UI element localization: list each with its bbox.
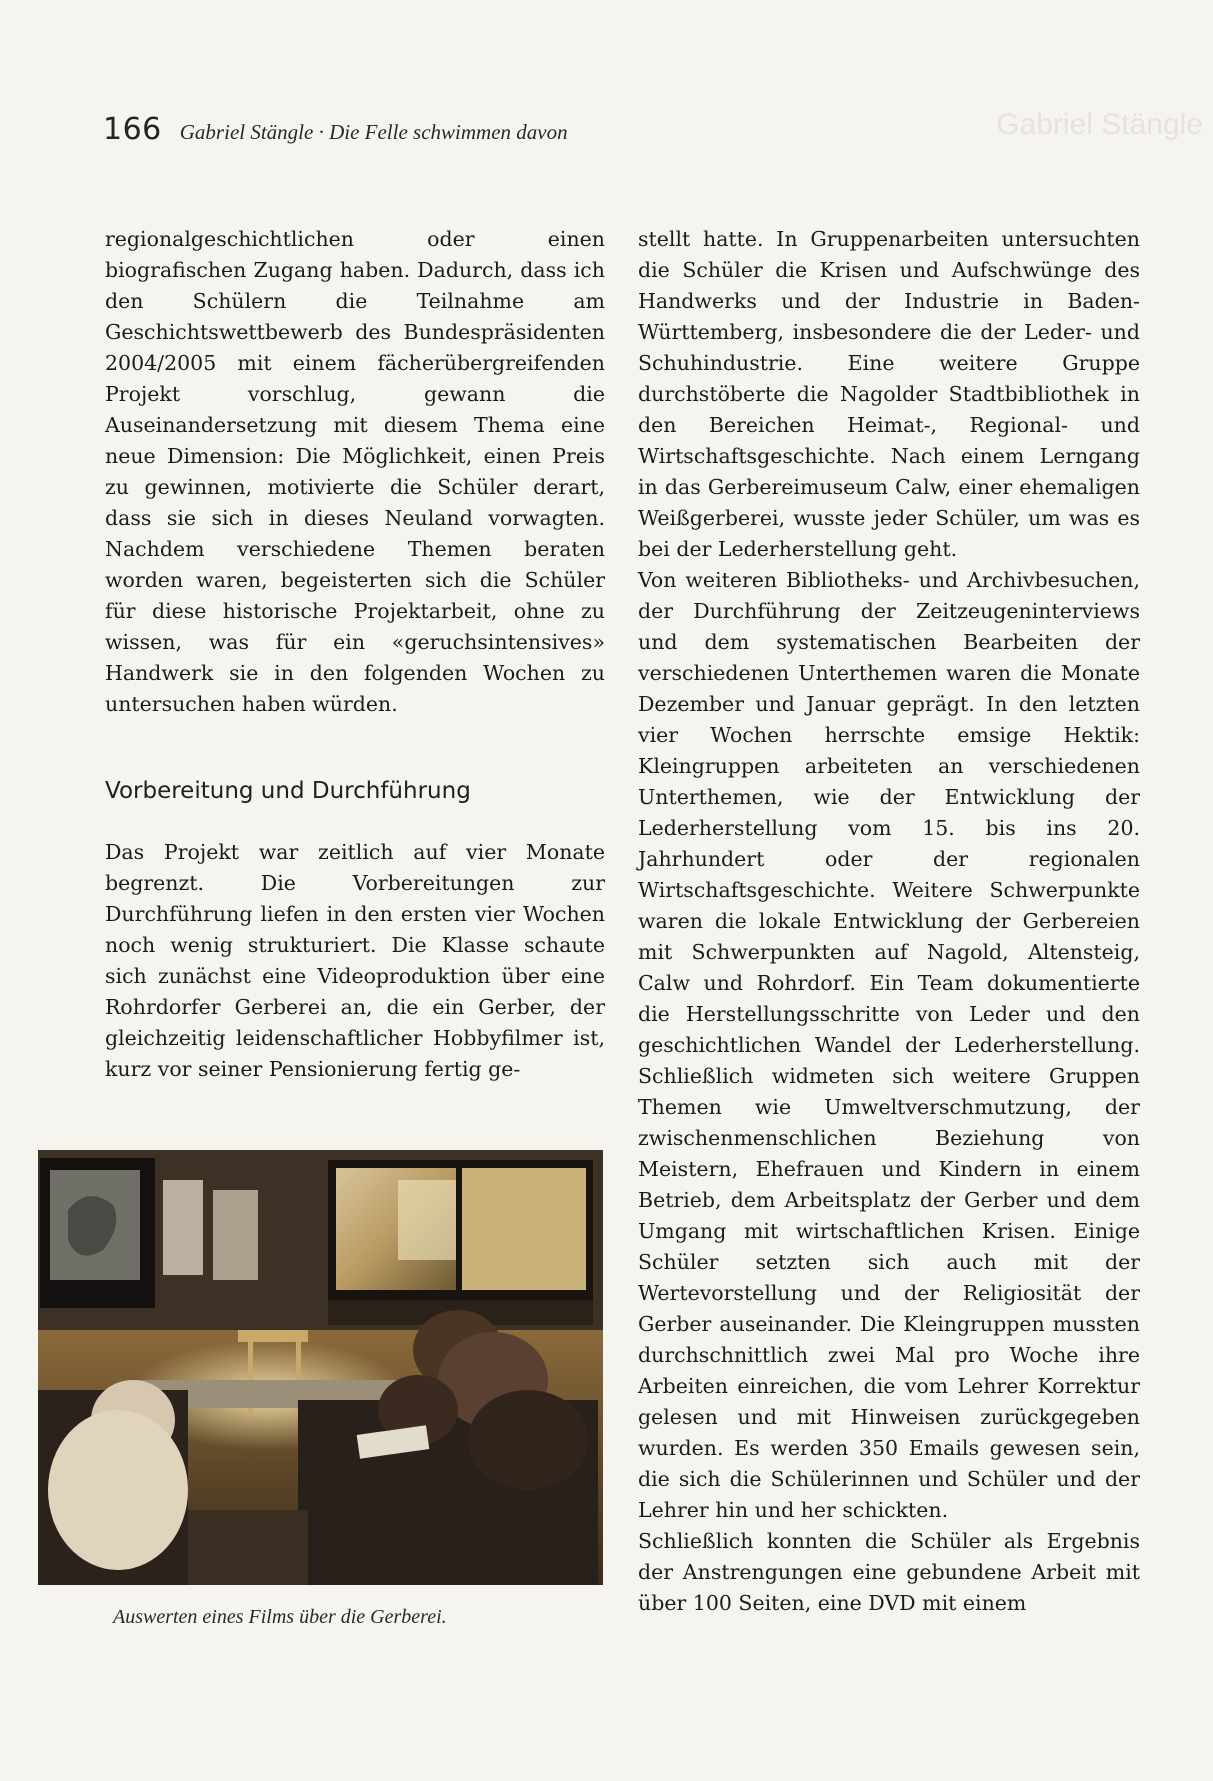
figure xyxy=(38,1150,603,1585)
left-paragraph-2: Das Projekt war zeitlich auf vier Monate begrenzt. Die Vorbereitungen zur Durchführung liefen in den ersten vier Wochen noch wenig strukturiert. Die Klasse schaute sich zunächst eine Videoproduktion über eine Rohrdorfer Gerberei an, die ein Gerber, der gleichzeitig leidenschaftlicher Hobbyfilmer ist, kurz vor seiner Pensionierung fertig ge- xyxy=(105,840,605,1081)
right-paragraph-2: Von weiteren Bibliotheks- und Archivbesuchen, der Durchführung der Zeitzeugeninterviews und dem systematischen Bearbeiten der verschiedenen Unterthemen waren die Monate Dezember und Januar geprägt. In den letzten vier Wochen herrschte emsige Hektik: Kleingruppen arbeiteten an verschiedenen Unterthemen, wie der Entwicklung der Lederherstellung vom 15. bis ins 20. Jahrhundert oder der regionalen Wirtschaftsgeschichte. Weitere Schwerpunkte waren die lokale Entwicklung der Gerbereien mit Schwerpunkten auf Nagold, Altensteig, Calw und Rohrdorf. Ein Team dokumentierte die Herstellungsschritte von Leder und den geschichtlichen Wandel der Lederherstellung. Schließlich widmeten sich weitere Gruppen Themen wie Umweltverschmutzung, der zwischenmenschlichen Beziehung von Meistern, Ehefrauen und Kindern in einem Betrieb, dem Arbeitsplatz der Gerber und dem Umgang mit wirtschaftlichen Krisen. Einige Schüler setzten sich auch mit der Wertevorstellung und der Religiosität der Gerber auseinander. Die Kleingruppen mussten durchschnittlich zwei Mal pro Woche ihre Arbeiten einreichen, die vom Lehrer Korrektur gelesen und mit Hinweisen zurückgegeben wurden. Es werden 350 Emails gewesen sein, die sich die Schülerinnen und Schüler und der Lehrer hin und her schickten. xyxy=(638,568,1140,1522)
right-paragraph-3: Schließlich konnten die Schüler als Ergebnis der Anstrengungen eine gebundene Arbeit mit über 100 Seiten, eine DVD mit einem xyxy=(638,1529,1140,1615)
left-column xyxy=(105,224,605,1085)
section-heading: Vorbereitung und Durchführung xyxy=(105,778,471,804)
right-column xyxy=(638,224,1140,1619)
page-header xyxy=(103,112,568,147)
running-title: Gabriel Stängle · Die Felle schwimmen davon xyxy=(179,120,568,144)
classroom-photo xyxy=(38,1150,603,1585)
figure-caption: Auswerten eines Films über die Gerberei. xyxy=(113,1606,447,1628)
left-paragraph-1: regionalgeschichtlichen oder einen biografischen Zugang haben. Dadurch, dass ich den Schülern die Teilnahme am Geschichtswettbewerb des Bundespräsidenten 2004/2005 mit einem fächerübergreifenden Projekt vorschlug, gewann die Auseinandersetzung mit diesem Thema eine neue Dimension: Die Möglichkeit, einen Preis zu gewinnen, motivierte die Schüler derart, dass sie sich in dieses Neuland vorwagten. Nachdem verschiedene Themen beraten worden waren, begeisterten sich die Schüler für diese historische Projektarbeit, ohne zu wissen, was für ein «geruchsintensives» Handwerk sie in den folgenden Wochen zu untersuchen haben würden. xyxy=(105,227,605,716)
right-paragraph-1: stellt hatte. In Gruppenarbeiten untersuchten die Schüler die Krisen und Aufschwünge des Handwerks und der Industrie in Baden-Württemberg, insbesondere die der Leder- und Schuhindustrie. Eine weitere Gruppe durchstöberte die Nagolder Stadtbibliothek in den Bereichen Heimat-, Regional- und Wirtschaftsgeschichte. Nach einem Lerngang in das Gerbereimuseum Calw, einer ehemaligen Weißgerberei, wusste jeder Schüler, um was es bei der Lederherstellung geht. xyxy=(638,227,1140,561)
bleed-through-text: Gabriel Stängle xyxy=(996,108,1203,141)
page-number: 166 xyxy=(103,112,162,147)
